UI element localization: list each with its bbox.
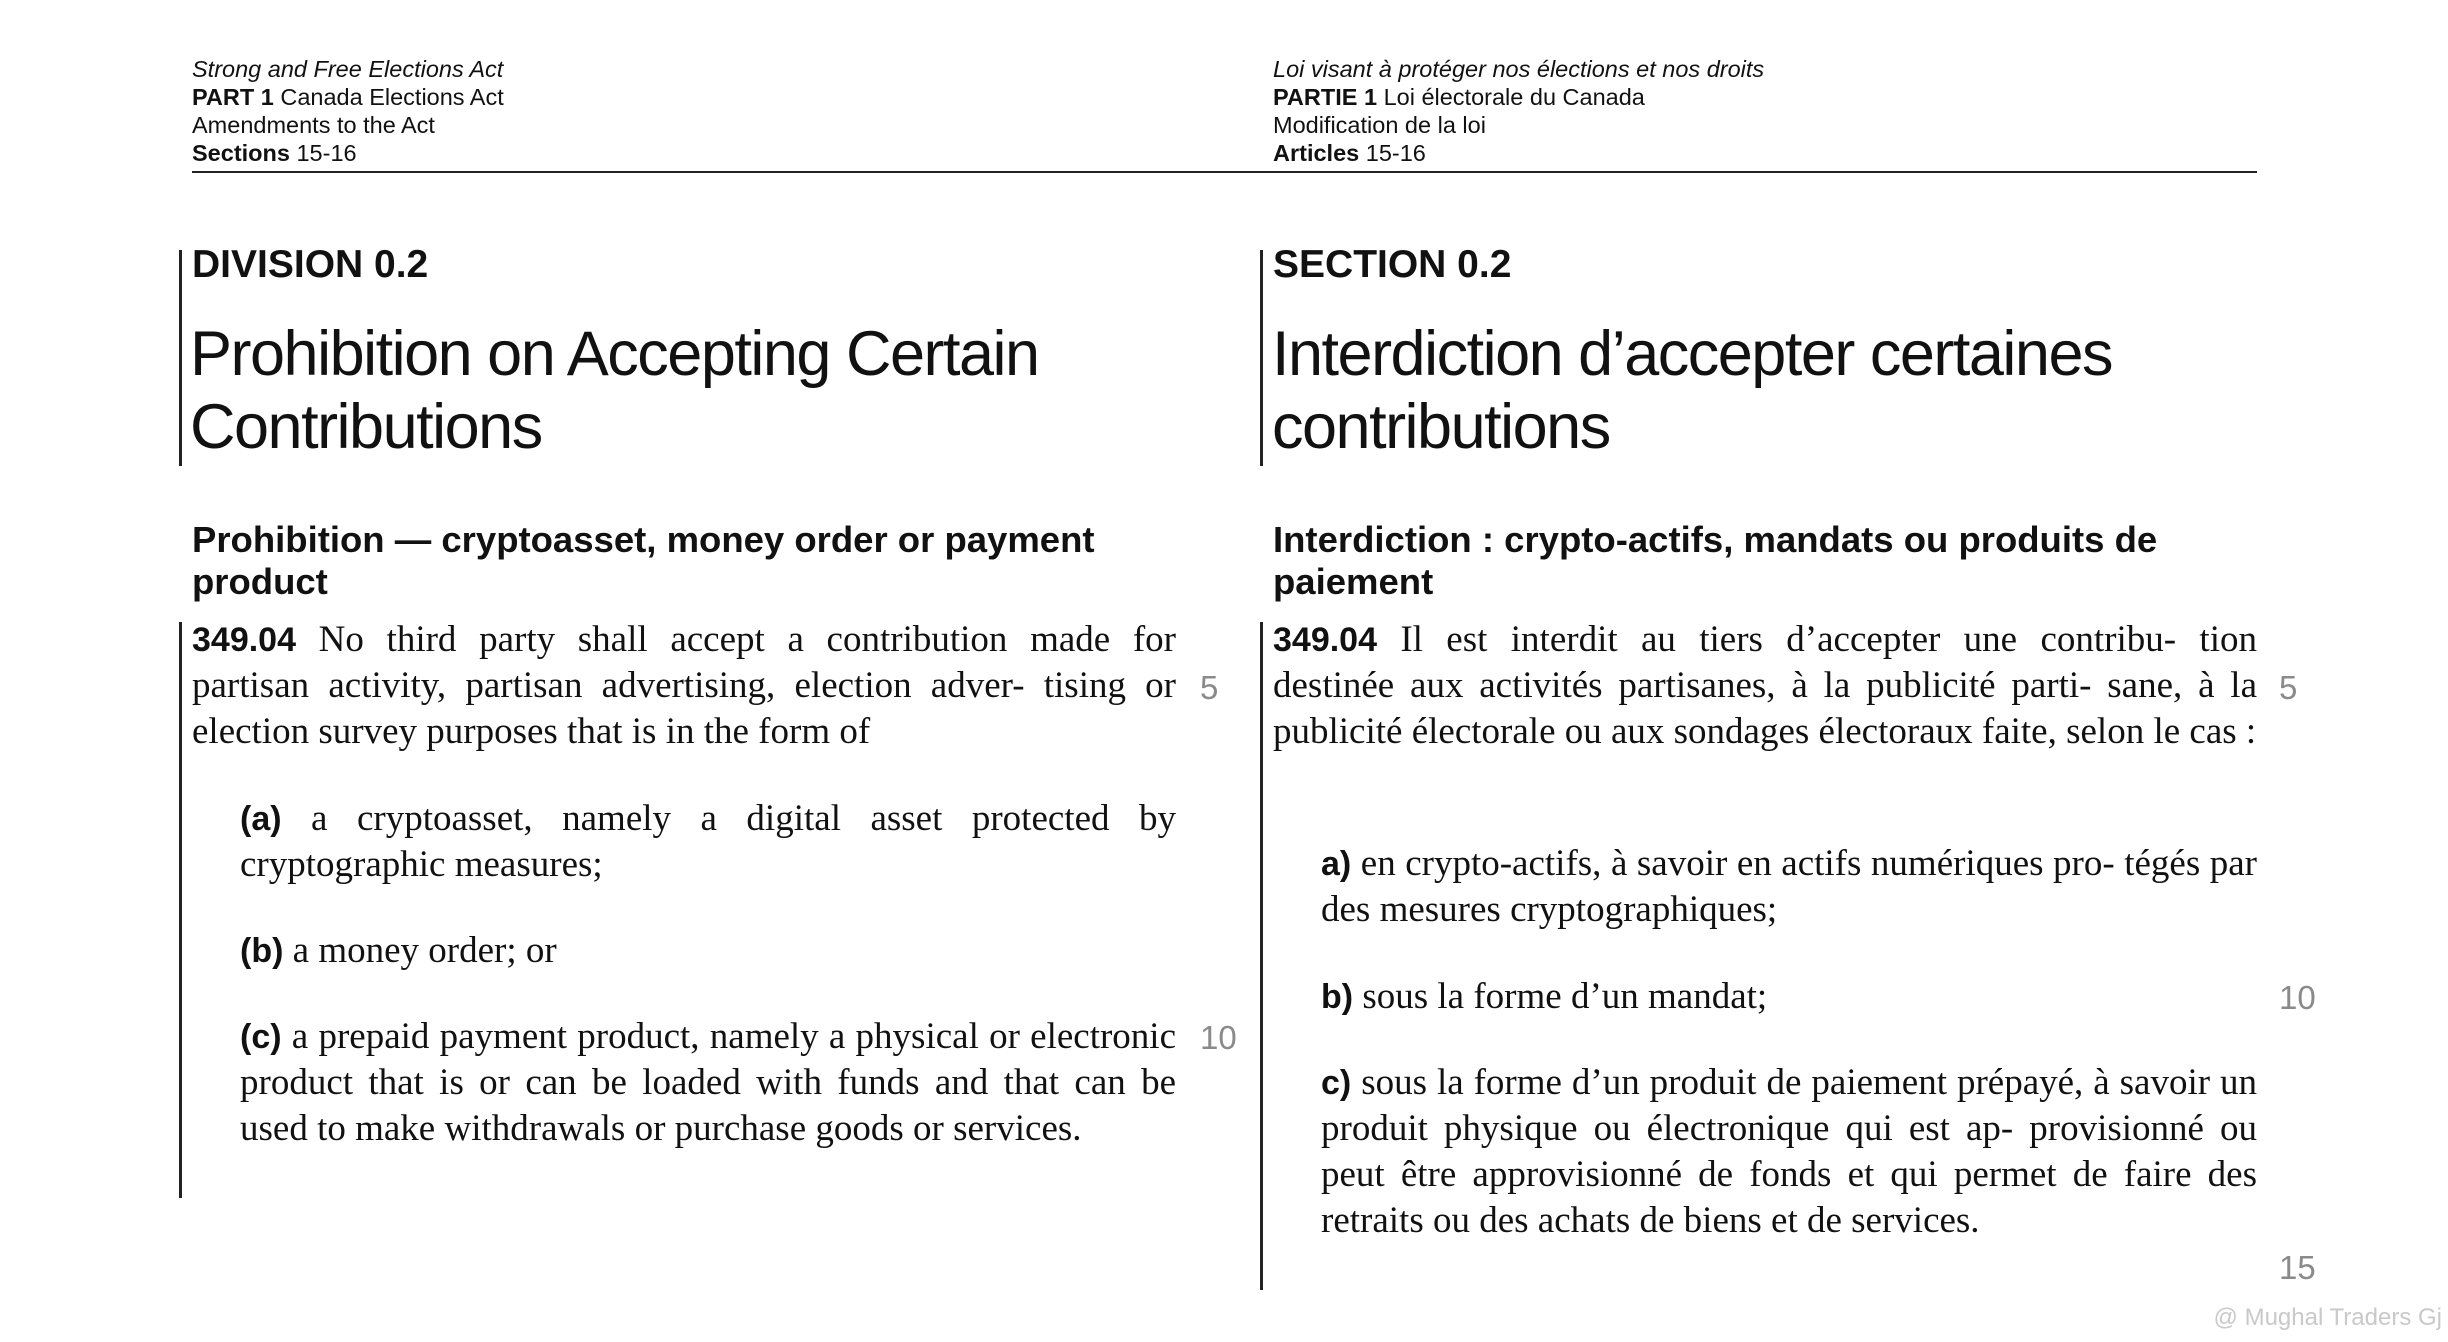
marginal-note-fr-line2: paiement <box>1273 561 1434 602</box>
header-subtitle-fr: Modification de la loi <box>1273 112 1486 138</box>
line-number-fr-10: 10 <box>2279 979 2316 1016</box>
paragraph-text-fr-c: sous la forme d’un produit de paiement prépayé, à savoir un produit physique ou électronique qui est ap- provisionné ou peut être approvisionné de fonds et qui permet de faire des retraits ou des achats de biens et de services. <box>1321 1062 2258 1241</box>
section-text-fr <box>1273 617 2257 755</box>
header-subtitle-en: Amendments to the Act <box>192 112 435 138</box>
section-number-en: 349.04 <box>192 621 296 659</box>
division-title-en-line1: Prohibition on Accepting Certain <box>190 319 1039 389</box>
marginal-note-en-line1: Prohibition — cryptoasset, money order or payment <box>192 519 1095 560</box>
paragraph-en-a <box>240 796 1176 888</box>
line-number-en-5: 5 <box>1200 669 1219 706</box>
division-title-fr-line1: Interdiction d’accepter certaines <box>1272 319 2112 389</box>
act-title-fr: Loi visant à protéger nos élections et nos droits <box>1273 56 1765 82</box>
part-label-fr: PARTIE 1 <box>1273 84 1378 110</box>
paragraph-label-fr-b: b) <box>1321 978 1354 1016</box>
paragraph-fr-b <box>1321 974 2257 1020</box>
line-number-fr-5: 5 <box>2279 669 2298 706</box>
paragraph-en-b <box>240 928 1176 974</box>
section-text-en <box>192 617 1176 755</box>
change-bar-fr-heading <box>1260 250 1263 466</box>
sections-line-en <box>192 139 504 167</box>
part-line-en <box>192 83 504 111</box>
paragraph-text-en-a: a cryptoasset, namely a digital asset protected by cryptographic measures; <box>240 798 1176 885</box>
change-bar-en-heading <box>179 250 182 466</box>
paragraph-text-en-c: a prepaid payment product, namely a physical or electronic product that is or can be loaded with funds and that can be used to make withdrawals or purchase goods or services. <box>240 1016 1176 1149</box>
header-divider <box>192 171 2257 173</box>
paragraph-text-fr-b: sous la forme d’un mandat; <box>1362 976 1768 1017</box>
paragraph-text-en-b: a money order; or <box>292 930 557 971</box>
marginal-note-fr <box>1273 519 2157 603</box>
paragraph-label-en-a: (a) <box>240 800 282 838</box>
division-title-fr-line2: contributions <box>1272 392 1610 462</box>
watermark: @ Mughal Traders Gj <box>2213 1304 2442 1331</box>
paragraph-label-en-c: (c) <box>240 1018 282 1056</box>
division-title-en-line2: Contributions <box>190 392 542 462</box>
part-name-fr: Loi électorale du Canada <box>1383 84 1645 110</box>
paragraph-fr-a <box>1321 841 2257 933</box>
part-line-fr <box>1273 83 1764 111</box>
marginal-note-fr-line1: Interdiction : crypto-actifs, mandats ou produits de <box>1273 519 2158 560</box>
division-title-en <box>190 318 1039 464</box>
section-body-fr: Il est interdit au tiers d’accepter une contribu- tion destinée aux activités partisanes, à la publicité parti- sane, à la publicité électorale ou aux sondages électoraux faite, selon le cas : <box>1273 619 2257 752</box>
act-title-en: Strong and Free Elections Act <box>192 56 504 82</box>
sections-value-en: 15-16 <box>296 140 357 166</box>
division-title-fr <box>1272 318 2112 464</box>
marginal-note-en <box>192 519 1095 603</box>
division-label-en: DIVISION 0.2 <box>192 243 429 286</box>
change-bar-fr-text <box>1260 622 1263 1290</box>
line-number-en-10: 10 <box>1200 1019 1237 1056</box>
paragraph-text-fr-a: en crypto-actifs, à savoir en actifs numériques pro- tégés par des mesures cryptographiques; <box>1321 843 2258 930</box>
part-name-en: Canada Elections Act <box>280 84 504 110</box>
sections-label-en: Sections <box>192 140 290 166</box>
paragraph-fr-c <box>1321 1060 2257 1244</box>
paragraph-label-fr-c: c) <box>1321 1064 1352 1102</box>
sections-label-fr: Articles <box>1273 140 1360 166</box>
section-number-fr: 349.04 <box>1273 621 1377 659</box>
marginal-note-en-line2: product <box>192 561 328 602</box>
division-label-fr: SECTION 0.2 <box>1273 243 1512 286</box>
change-bar-en-text <box>179 622 182 1198</box>
part-label-en: PART 1 <box>192 84 274 110</box>
paragraph-label-fr-a: a) <box>1321 845 1352 883</box>
paragraph-en-c <box>240 1014 1176 1152</box>
sections-value-fr: 15-16 <box>1365 140 1426 166</box>
sections-line-fr <box>1273 139 1764 167</box>
paragraph-label-en-b: (b) <box>240 932 284 970</box>
running-header-en <box>192 55 504 167</box>
section-body-en: No third party shall accept a contribution made for partisan activity, partisan advertising, election adver- tising or election survey purposes that is in the form of <box>192 619 1177 752</box>
line-number-fr-15: 15 <box>2279 1249 2316 1286</box>
running-header-fr <box>1273 55 1764 167</box>
